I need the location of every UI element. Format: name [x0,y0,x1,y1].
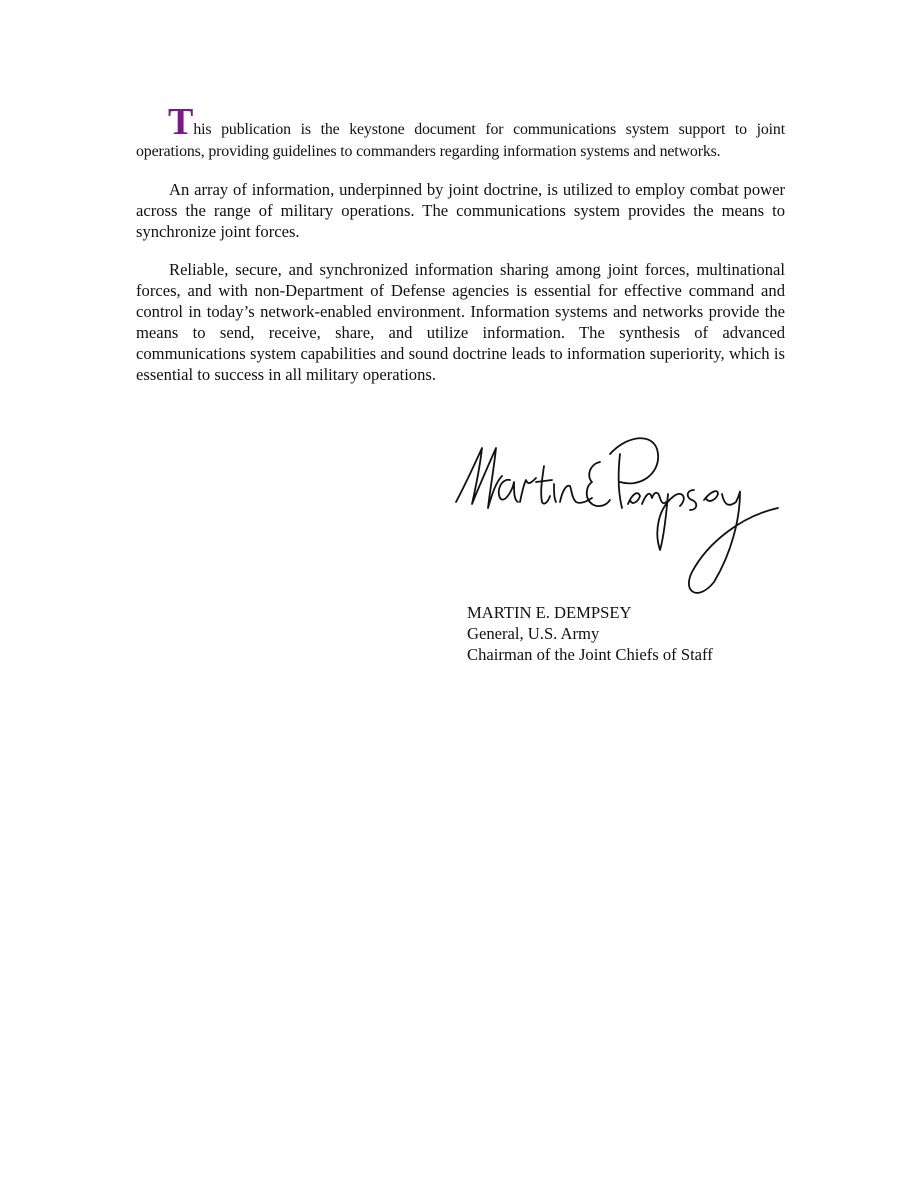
signature-stroke-i [554,484,556,502]
foreword-body [136,101,785,402]
handwritten-signature [452,432,784,600]
signature-stroke-t [536,466,552,504]
paragraph-3: Reliable, secure, and synchronized information sharing among joint forces, multinational forces, and with non-Department of Defense agencies is essential for effective command and control in today’s network-enabled environment. Information systems and networks provide the means to send, receive, share, and utilize information. The synthesis of advanced communications system capabilities and sound doctrine leads to information superiority, which is essential to success in all military operations. [136,260,785,384]
signature-stroke-a [499,480,518,502]
signature-stroke-s [688,490,697,510]
signature-block [467,602,713,665]
signature-icon [452,432,784,600]
signature-stroke-m2 [642,493,666,504]
signatory-name: MARTIN E. DEMPSEY [467,603,632,622]
signature-stroke-e2 [628,493,640,504]
paragraph-2: An array of information, underpinned by joint doctrine, is utilized to employ combat power across the range of military operations. The communications system provides the means to synchronize joint forces. [136,180,785,241]
signature-stroke-r [520,478,536,502]
paragraph-1-text: his publication is the keystone document for communications system support to joint operations, providing guidelines to commanders regarding information systems and networks. [136,121,785,160]
paragraph-1 [136,101,785,162]
signatory-rank: General, U.S. Army [467,624,600,643]
signature-stroke-e3 [704,491,718,501]
signature-stroke-m [456,448,502,508]
signatory-position: Chairman of the Joint Chiefs of Staff [467,645,713,664]
signature-stroke-y [689,491,778,592]
drop-cap: T [168,101,194,143]
signature-stroke-d [610,438,658,508]
